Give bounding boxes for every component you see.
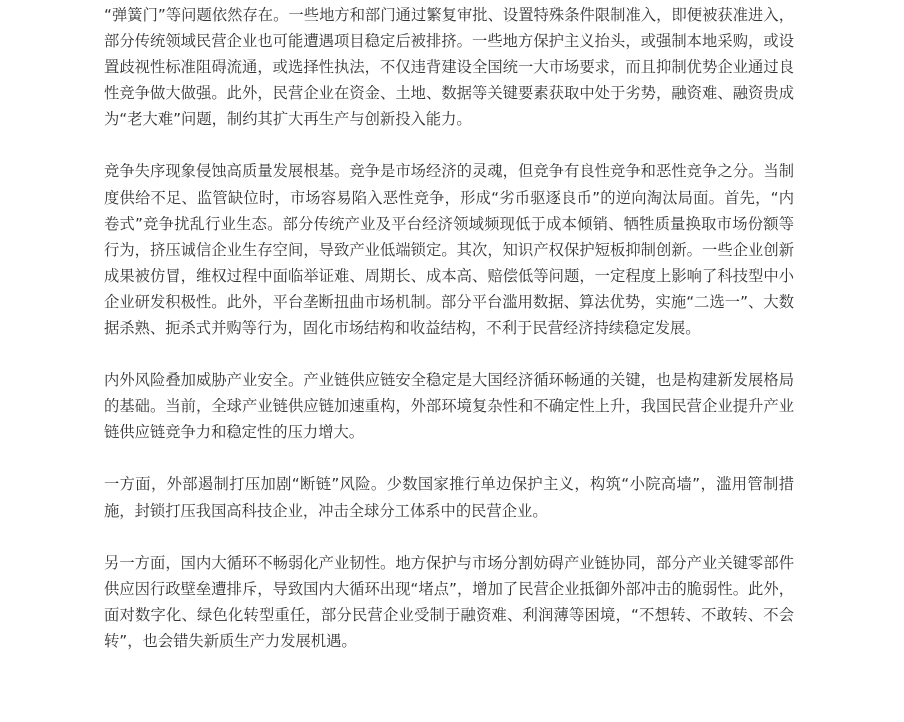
paragraph-external-pressure: 一方面，外部遏制打压加剧“断链”风险。少数国家推行单边保护主义，构筑“小院高墙”，滥用管制措施，封锁打压我国高科技企业，冲击全球分工体系中的民营企业。	[104, 475, 794, 520]
article-body	[104, 2, 794, 680]
paragraph-competition-disorder: 竞争失序现象侵蚀高质量发展根基。竞争是市场经济的灵魂，但竞争有良性竞争和恶性竞争之分。当制度供给不足、监管缺位时，市场容易陷入恶性竞争，形成“劣币驱逐良币”的逆向淘汰局面。首先，“内卷式”竞争扰乱行业生态。部分传统产业及平台经济领域频现低于成本倾销、牺牲质量换取市场份额等行为，挤压诚信企业生存空间，导致产业低端锁定。其次，知识产权保护短板抑制创新。一些企业创新成果被仿冒，维权过程中面临举证难、周期长、成本高、赔偿低等问题，一定程度上影响了科技型中小企业研发积极性。此外，平台垄断扭曲市场机制。部分平台滥用数据、算法优势，实施“二选一”、大数据杀熟、扼杀式并购等行为，固化市场结构和收益结构，不利于民营经济持续稳定发展。	[104, 162, 794, 338]
paragraph-domestic-circulation: 另一方面，国内大循环不畅弱化产业韧性。地方保护与市场分割妨碍产业链协同，部分产业关键零部件供应因行政壁垒遭排斥，导致国内大循环出现“堵点”，增加了民营企业抵御外部冲击的脆弱性。此外，面对数字化、绿色化转型重任，部分民营企业受制于融资难、利润薄等困境，“不想转、不敢转、不会转”，也会错失新质生产力发展机遇。	[104, 553, 794, 650]
paragraph-market-access: “弹簧门”等问题依然存在。一些地方和部门通过繁复审批、设置特殊条件限制准入，即便被获准进入，部分传统领域民营企业也可能遭遇项目稳定后被排挤。一些地方保护主义抬头，或强制本地采购，或设置歧视性标准阻碍流通，或选择性执法，不仅违背建设全国统一大市场要求，而且抑制优势企业通过良性竞争做大做强。此外，民营企业在资金、土地、数据等关键要素获取中处于劣势，融资难、融资贵成为“老大难”问题，制约其扩大再生产与创新投入能力。	[104, 6, 794, 129]
paragraph-industry-security: 内外风险叠加威胁产业安全。产业链供应链安全稳定是大国经济循环畅通的关键，也是构建新发展格局的基础。当前，全球产业链供应链加速重构，外部环境复杂性和不确定性上升，我国民营企业提升产业链供应链竞争力和稳定性的压力增大。	[104, 371, 794, 442]
